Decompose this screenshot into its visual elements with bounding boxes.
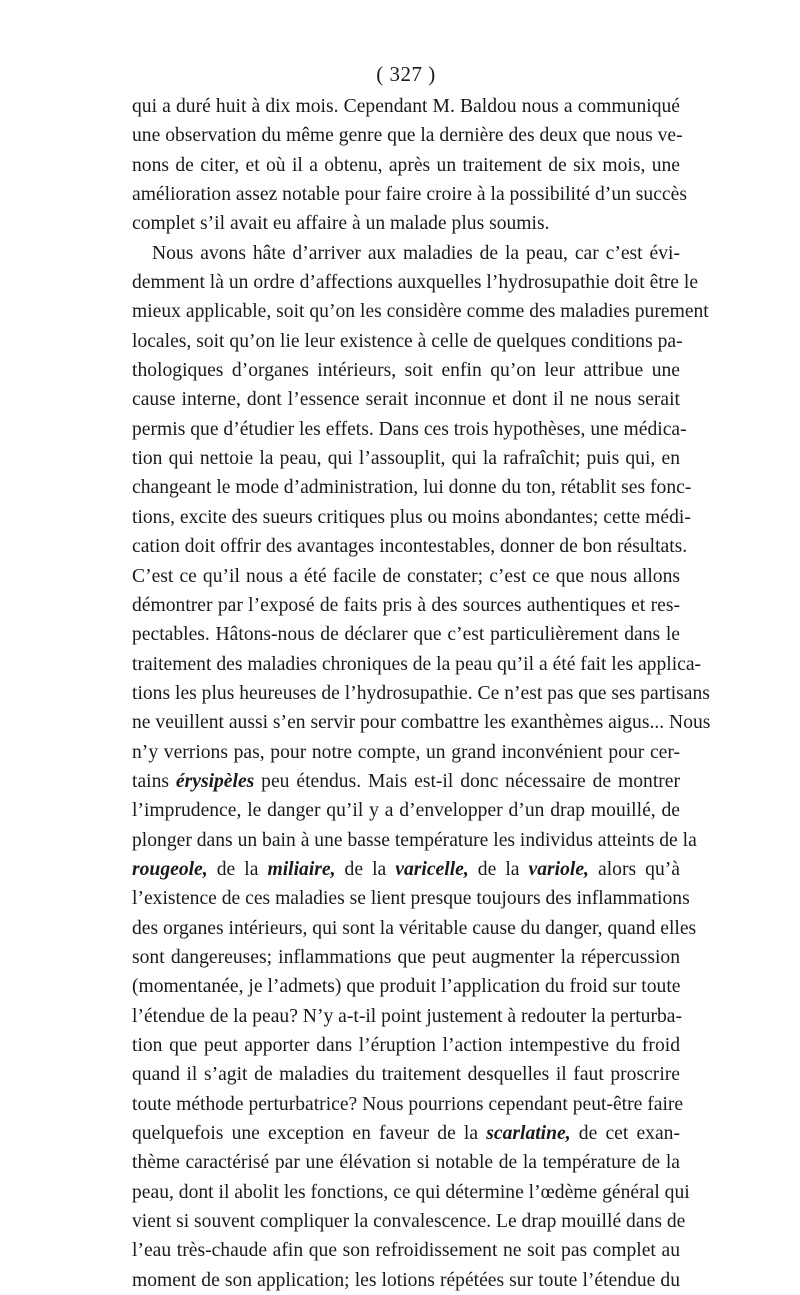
text-line: amélioration assez notable pour faire croire à la possibilité d’un succès — [132, 184, 687, 206]
page-number: ( 327 ) — [376, 62, 436, 86]
text-line: demment là un ordre d’affections auxquelles l’hydrosupathie doit être le — [132, 272, 699, 294]
text-line: cation doit offrir des avantages incontestables, donner de bon résultats. — [132, 536, 688, 558]
italic-term: scarlatine, — [486, 1123, 571, 1145]
text-fragment: de la — [207, 858, 268, 880]
text-line: l’eau très-chaude afin que son refroidissement ne soit pas complet au — [132, 1240, 680, 1262]
text-line: C’est ce qu’il nous a été facile de constater; c’est ce que nous allons — [132, 565, 680, 587]
text-fragment: peu étendus. Mais est-il donc nécessaire de montrer — [254, 770, 681, 792]
text-line: mieux applicable, soit qu’on les considère comme des maladies purement — [132, 301, 709, 323]
italic-term: érysipèles — [175, 770, 255, 792]
text-fragment: de la — [335, 858, 396, 880]
book-page — [132, 58, 711, 1295]
text-line: permis que d’étudier les effets. Dans ces trois hypothèses, une médica- — [132, 418, 687, 440]
text-fragment: quelquefois une exception en faveur de la — [132, 1123, 487, 1145]
text-line: l’imprudence, le danger qu’il y a d’envelopper d’un drap mouillé, de — [132, 800, 680, 822]
text-fragment: tains — [132, 770, 176, 792]
text-line: l’étendue de la peau? N’y a-t-il point justement à redouter la perturba- — [132, 1005, 683, 1027]
text-line: tions, excite des sueurs critiques plus ou moins abondantes; cette médi- — [132, 506, 691, 528]
paragraph-2 — [132, 239, 711, 1295]
text-line — [132, 1119, 680, 1148]
text-line: quand il s’agit de maladies du traitement desquelles il faut proscrire — [132, 1064, 680, 1086]
text-line — [132, 767, 680, 796]
italic-term: miliaire, — [267, 858, 336, 880]
text-fragment: alors qu’à — [588, 858, 680, 880]
text-line: une observation du même genre que la dernière des deux que nous ve- — [132, 125, 683, 147]
text-line: traitement des maladies chroniques de la peau qu’il a été fait les applica- — [132, 653, 702, 675]
text-line: pectables. Hâtons-nous de déclarer que c’est particulièrement dans le — [132, 624, 680, 646]
text-line: sont dangereuses; inflammations que peut augmenter la répercussion — [132, 946, 680, 968]
text-line: cause interne, dont l’essence serait inconnue et dont il ne nous serait — [132, 389, 680, 411]
text-line: tion que peut apporter dans l’éruption l’action intempestive du froid — [132, 1035, 680, 1056]
text-line — [132, 855, 680, 884]
text-line: tions les plus heureuses de l’hydrosupathie. Ce n’est pas que ses partisans — [132, 682, 710, 704]
paragraph-1 — [132, 92, 687, 239]
text-line: peau, dont il abolit les fonctions, ce qui détermine l’œdème général qui — [132, 1181, 690, 1203]
text-line: nons de citer, et où il a obtenu, après un traitement de six mois, une — [132, 154, 680, 176]
italic-term: variole, — [528, 858, 589, 880]
text-line: changeant le mode d’administration, lui donne du ton, rétablit ses fonc- — [132, 477, 692, 499]
text-line: (momentanée, je l’admets) que produit l’application du froid sur toute — [132, 976, 681, 998]
text-line: thème caractérisé par une élévation si notable de la température de la — [132, 1152, 680, 1174]
text-line: ne veuillent aussi s’en servir pour combattre les exanthèmes aigus... Nous — [132, 712, 711, 734]
text-line: toute méthode perturbatrice? Nous pourrions cependant peut-être faire — [132, 1093, 684, 1115]
italic-term: varicelle, — [395, 858, 469, 880]
text-line: l’existence de ces maladies se lient presque toujours des inflammations — [132, 888, 690, 910]
text-line: n’y verrions pas, pour notre compte, un grand inconvénient pour cer- — [132, 741, 680, 763]
text-line: qui a duré huit à dix mois. Cependant M. Baldou nous a communiqué — [132, 96, 680, 117]
text-line: démontrer par l’exposé de faits pris à des sources authentiques et res- — [132, 594, 680, 616]
text-line: complet s’il avait eu affaire à un malade plus soumis. — [132, 213, 550, 235]
text-line: locales, soit qu’on lie leur existence à celle de quelques conditions pa- — [132, 330, 683, 352]
text-line: moment de son application; les lotions répétées sur toute l’étendue du — [132, 1269, 680, 1291]
text-line: thologiques d’organes intérieurs, soit enfin qu’on leur attribue une — [132, 360, 680, 382]
text-line: des organes intérieurs, qui sont la véritable cause du danger, quand elles — [132, 917, 697, 939]
text-fragment: de la — [468, 858, 529, 880]
text-line: plonger dans un bain à une basse température les individus atteints de la — [132, 829, 697, 851]
text-fragment: de cet exan- — [570, 1123, 680, 1145]
text-line: vient si souvent compliquer la convalescence. Le drap mouillé dans de — [132, 1211, 686, 1233]
italic-term: rougeole, — [132, 858, 208, 880]
text-line: Nous avons hâte d’arriver aux maladies de la peau, car c’est évi- — [152, 242, 680, 264]
text-line: tion qui nettoie la peau, qui l’assouplit, qui la rafraîchit; puis qui, en — [132, 448, 680, 470]
